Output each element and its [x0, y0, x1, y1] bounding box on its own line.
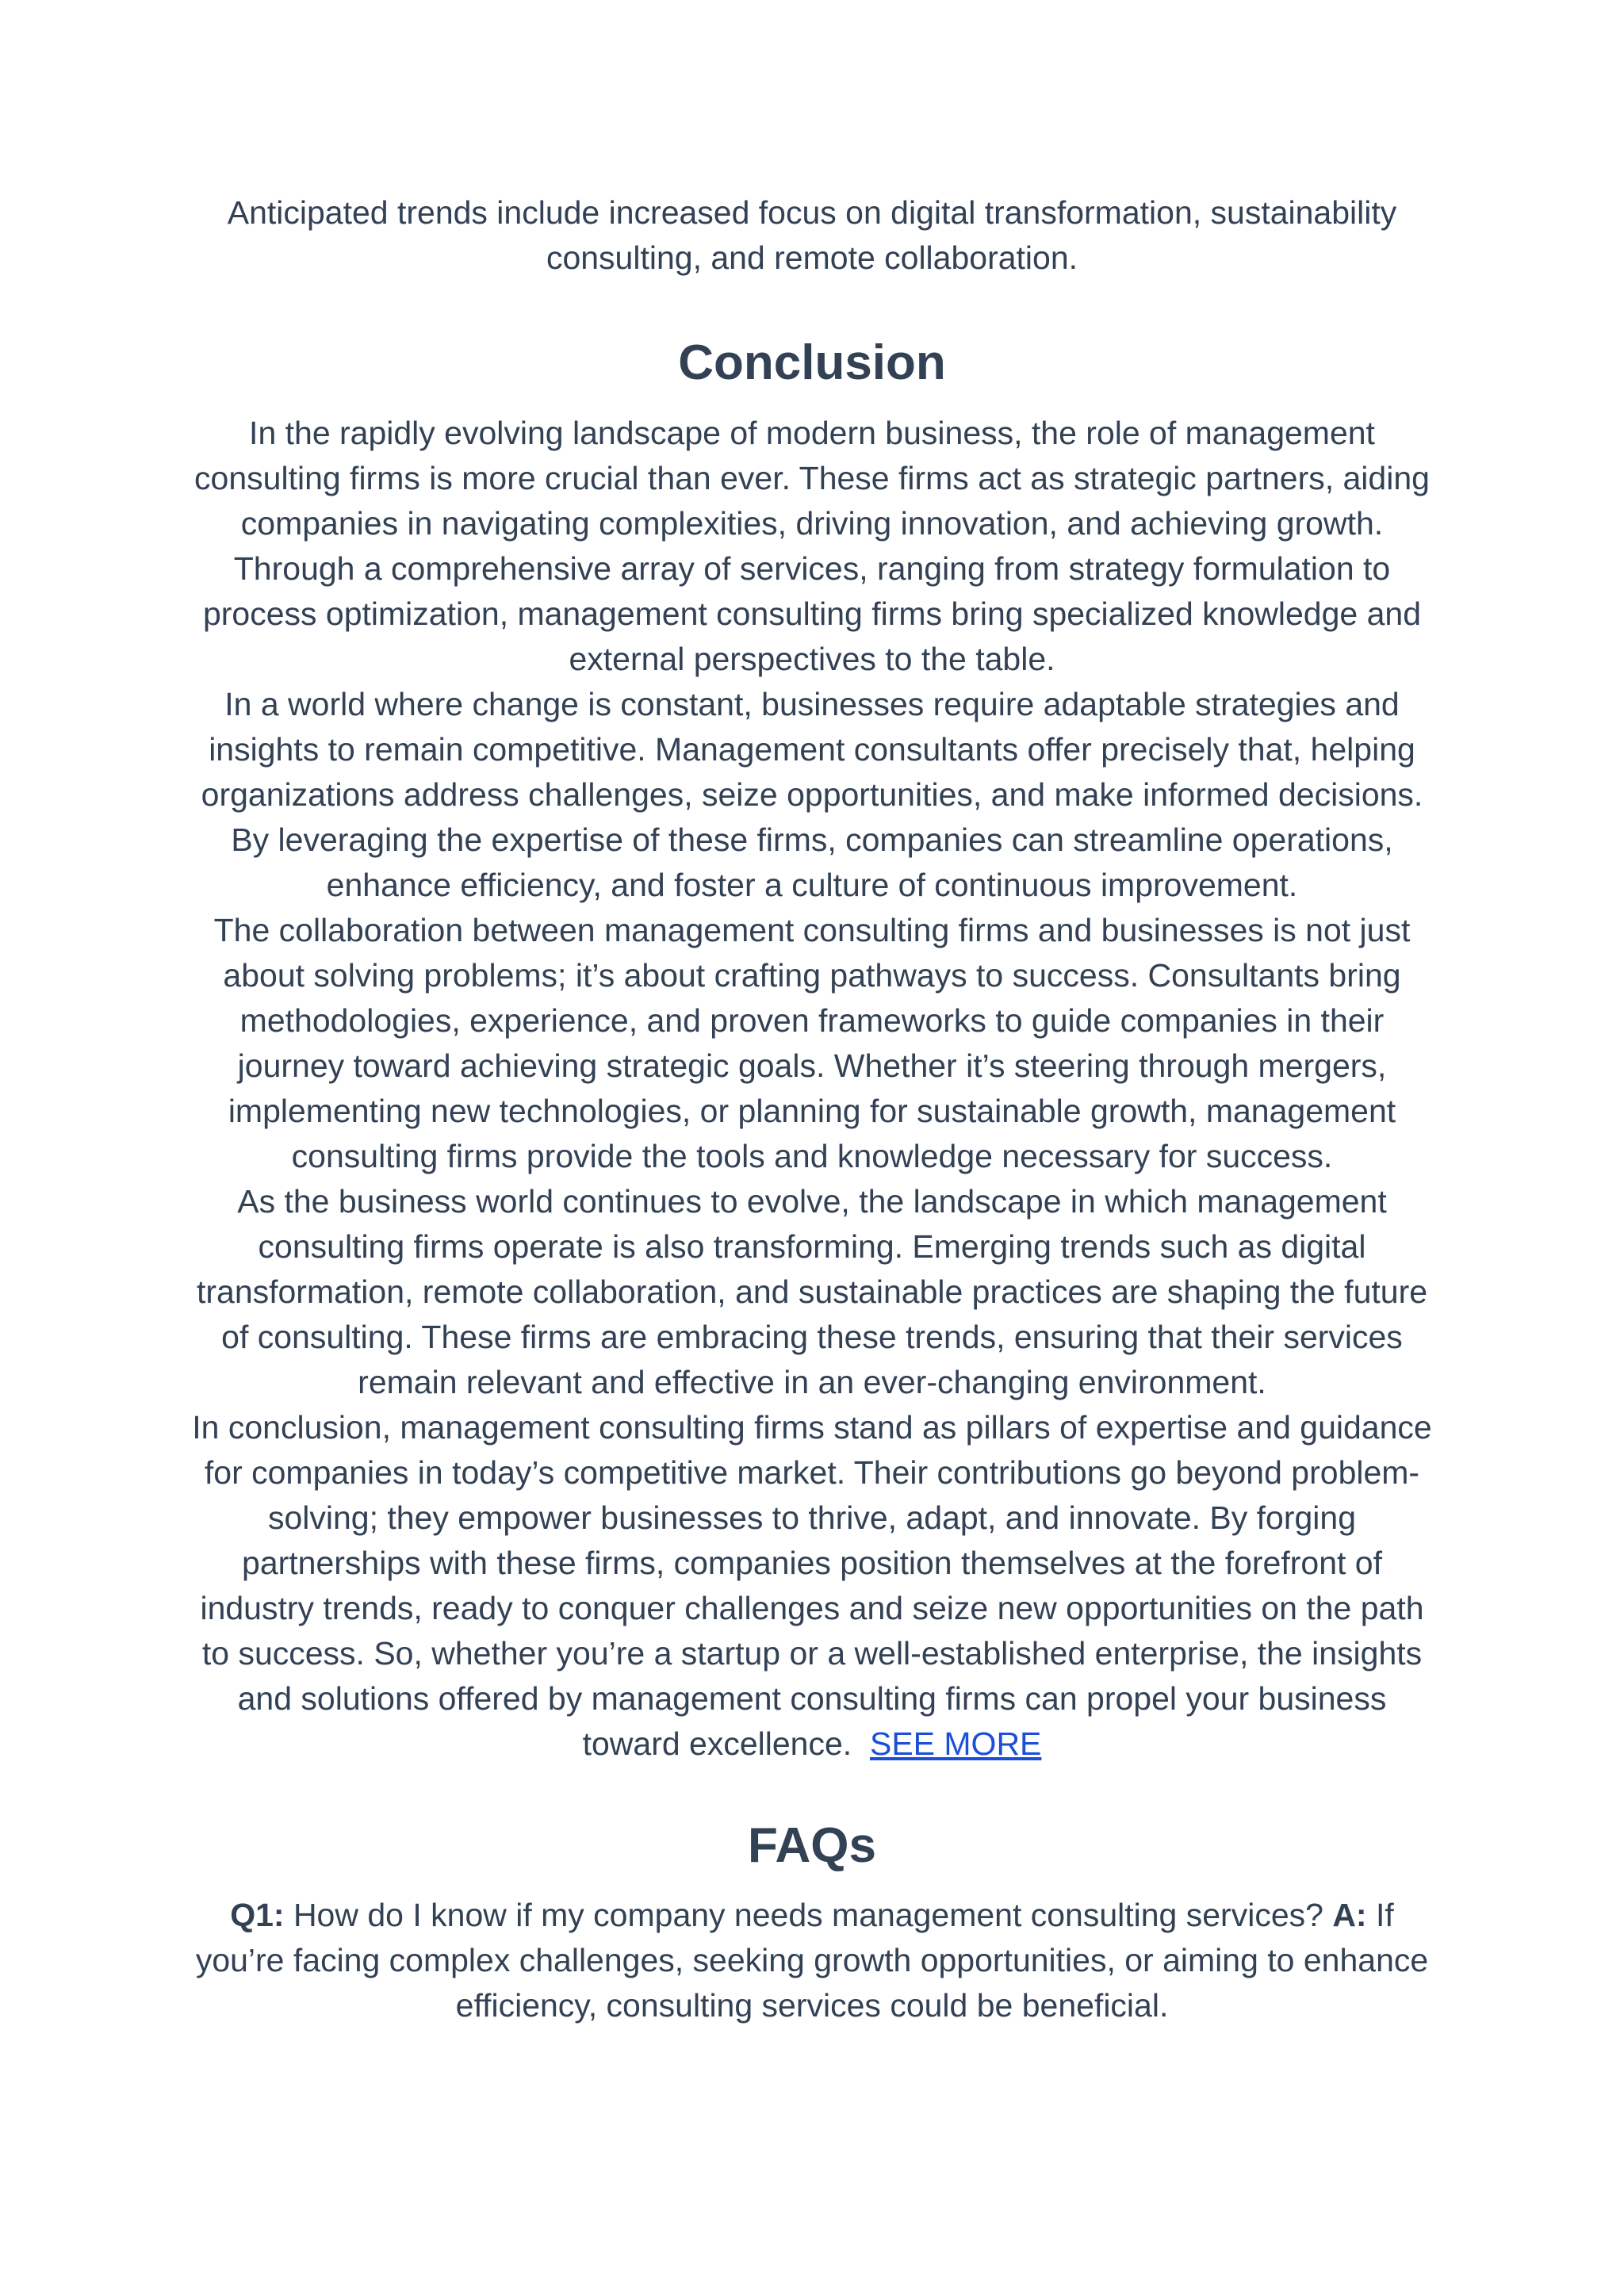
- conclusion-paragraph: The collaboration between management consulting firms and businesses is not just about solving problems; it’s about crafting pathways to success. Consultants bring methodologies, experience, and proven frameworks to guide companies in their journey toward achieving strategic goals. Whether it’s steering through mergers, implementing new technologies, or planning for sustainable growth, management consulting firms provide the tools and knowledge necessary for success.: [213, 912, 1411, 1174]
- faq-item: [190, 1893, 1434, 2028]
- conclusion-paragraph-text: In conclusion, management consulting firms stand as pillars of expertise and guidance for companies in today’s competitive market. Their contributions go beyond problem-solving; they empower businesses to thrive, adapt, and innovate. By forging partnerships with these firms, companies position themselves at the forefront of industry trends, ready to conquer challenges and seize new opportunities on the path to success. So, whether you’re a startup or a well-established enterprise, the insights and solutions offered by management consulting firms can propel your business toward excellence.: [192, 1409, 1432, 1762]
- conclusion-paragraph: In a world where change is constant, businesses require adaptable strategies and insights to remain competitive. Management consultants offer precisely that, helping organizations address challenges, seize opportunities, and make informed decisions. By leveraging the expertise of these firms, companies can streamline operations, enhance efficiency, and foster a culture of continuous improvement.: [201, 686, 1423, 903]
- intro-text: Anticipated trends include increased focus on digital transformation, sustainability consulting, and remote collaboration.: [227, 194, 1397, 276]
- faq-answer: If you’re facing complex challenges, seeking growth opportunities, or aiming to enhance efficiency, consulting services could be beneficial.: [195, 1897, 1429, 2024]
- conclusion-paragraph: As the business world continues to evolve, the landscape in which management consulting firms operate is also transforming. Emerging trends such as digital transformation, remote collaboration, and sustainable practices are shaping the future of consulting. These firms are embracing these trends, ensuring that their services remain relevant and effective in an ever-changing environment.: [196, 1183, 1428, 1400]
- faqs-heading: FAQs: [748, 1818, 876, 1873]
- conclusion-body: [190, 411, 1434, 1767]
- conclusion-paragraph: In the rapidly evolving landscape of modern business, the role of management consulting firms is more crucial than ever. These firms act as strategic partners, aiding companies in navigating complexities, driving innovation, and achieving growth. Through a comprehensive array of services, ranging from strategy formulation to process optimization, management consulting firms bring specialized knowledge and external perspectives to the table.: [194, 415, 1430, 677]
- conclusion-paragraph-last: [190, 1405, 1434, 1767]
- see-more-link[interactable]: SEE MORE: [869, 1725, 1042, 1762]
- faq-answer-label: A:: [1332, 1897, 1367, 1933]
- conclusion-heading: Conclusion: [678, 335, 946, 390]
- faq-question: How do I know if my company needs management consulting services?: [293, 1897, 1323, 1933]
- faq-question-label: Q1:: [230, 1897, 285, 1933]
- intro-paragraph: [190, 190, 1434, 281]
